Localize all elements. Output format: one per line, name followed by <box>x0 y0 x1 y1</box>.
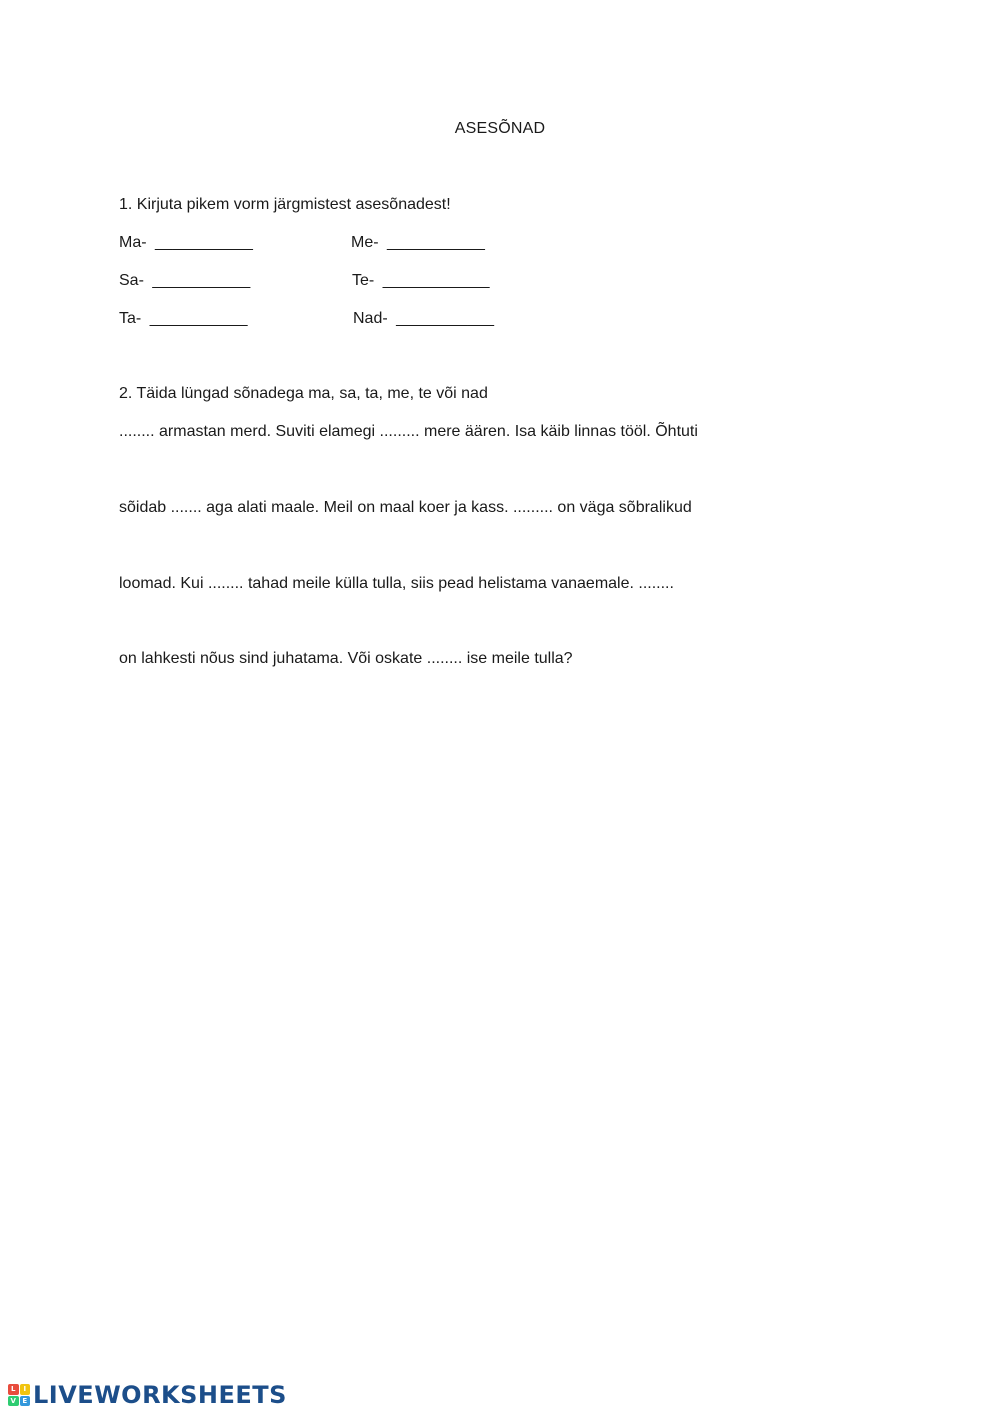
answer-blank[interactable]: ___________ <box>149 310 248 327</box>
answer-blank[interactable]: ___________ <box>396 310 495 327</box>
logo-tile: L <box>8 1384 19 1395</box>
exercise-2-text-line: sõidab ....... aga alati maale. Meil on maal koer ja kass. ......... on väga sõbralikud <box>119 499 692 516</box>
liveworksheets-logo <box>8 1381 287 1409</box>
answer-blank[interactable]: ___________ <box>387 234 485 251</box>
liveworksheets-logo-icon <box>8 1384 30 1406</box>
logo-tile: V <box>8 1396 19 1407</box>
exercise-2-text-line: on lahkesti nõus sind juhatama. Või oskate ........ ise meile tulla? <box>119 650 573 667</box>
pronoun-label: Ta- <box>119 310 142 327</box>
answer-blank[interactable]: ___________ <box>155 234 253 251</box>
pronoun-label: Sa- <box>119 272 144 289</box>
pronoun-row-3-right <box>353 310 494 328</box>
exercise-2-text-line: loomad. Kui ........ tahad meile külla tulla, siis pead helistama vanaemale. ........ <box>119 575 674 592</box>
exercise-2-text-line: ........ armastan merd. Suviti elamegi ......... mere äären. Isa käib linnas tööl. Õhtuti <box>119 423 698 440</box>
pronoun-row-2-left <box>119 272 250 290</box>
pronoun-label: Nad- <box>353 310 388 327</box>
logo-tile: E <box>20 1396 31 1407</box>
answer-blank[interactable]: ____________ <box>382 272 490 289</box>
pronoun-row-1-left <box>119 234 253 252</box>
pronoun-label: Ma- <box>119 234 147 251</box>
page-title: ASESÕNAD <box>454 120 546 137</box>
logo-tile: I <box>20 1384 31 1395</box>
pronoun-label: Me- <box>351 234 379 251</box>
pronoun-row-3-left <box>119 310 248 328</box>
answer-blank[interactable]: ___________ <box>152 272 251 289</box>
pronoun-row-2-right <box>352 272 489 290</box>
pronoun-label: Te- <box>352 272 375 289</box>
exercise-2-instruction: 2. Täida lüngad sõnadega ma, sa, ta, me, te või nad <box>119 385 488 402</box>
exercise-1-instruction: 1. Kirjuta pikem vorm järgmistest asesõnadest! <box>119 196 451 213</box>
pronoun-row-1-right <box>351 234 485 252</box>
logo-wordmark: LIVEWORKSHEETS <box>33 1381 287 1409</box>
